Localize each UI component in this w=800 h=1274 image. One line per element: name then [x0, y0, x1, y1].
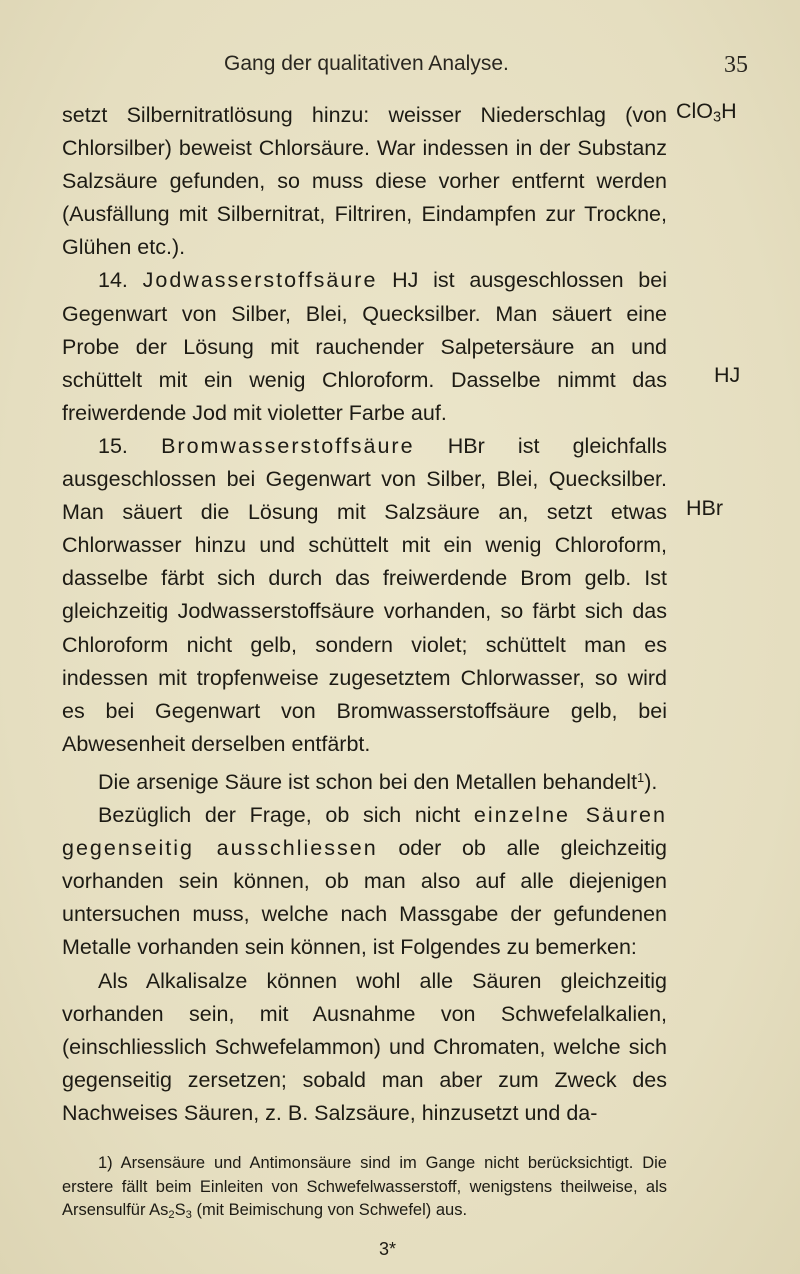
page-number: 35	[724, 52, 748, 78]
paragraph-text: oder ob alle gleichzeitig vorhanden sein können, ob man also auf alle diejenigen untersuchen muss, welche nach Massgabe der gefundenen Metalle vorhanden sein können, ist Folgendes zu bemerken:	[62, 836, 668, 960]
formula-subscript: 3	[185, 1208, 192, 1221]
spaced-term: Jodwasserstoffsäure	[142, 268, 378, 293]
paragraph-alkali-salts	[62, 965, 667, 1130]
section-number: 15.	[98, 433, 128, 458]
signature-mark: 3*	[379, 1239, 397, 1259]
paragraph-text: Die arsenige Säure ist schon bei den Metallen behandelt	[98, 769, 638, 794]
main-text	[62, 99, 667, 1130]
margin-formula-tail: H	[721, 99, 737, 123]
paragraph-text: HJ ist ausgeschlossen bei Gegenwart von Silber, Blei, Quecksilber. Man säuert eine Probe der Lösung mit rauchender Salpetersäure an und schüttelt mit ein wenig Chloroform. Dasselbe nimmt das freiwerdende Jod mit violetter Farbe auf.	[62, 268, 667, 425]
spaced-term: einzelne Säuren gegenseitig ausschliessen	[62, 803, 667, 861]
footnote-text: Arsensäure und Antimonsäure sind im Gange nicht berücksichtigt. Die erstere fällt beim Einleiten von Schwefelwasserstoff, wenigstens theilweise, als Arsensulfür As	[62, 1154, 667, 1219]
footnote-text: (mit Beimischung von Schwefel) aus.	[196, 1201, 468, 1219]
paragraph-text-end: ).	[644, 769, 658, 794]
running-title: Gang der qualitativen Analyse.	[224, 52, 509, 75]
margin-formula-hydrobromic: HBr	[686, 496, 724, 520]
footnote-block	[62, 1152, 667, 1227]
section-number: 14.	[98, 268, 128, 293]
paragraph-text: Bezüglich der Frage, ob sich nicht	[98, 803, 461, 828]
paragraph-hydroiodic-acid	[62, 264, 667, 429]
paragraph-text: setzt Silbernitratlösung hinzu: weisser Niederschlag (von Chlorsilber) beweist Chlorsäure. War indessen in der Substanz Salzsäure gefunden, so muss diese vorher entfernt werden (Ausfällung mit Silbernitrat, Filtriren, Eindampfen zur Trockne, Glühen etc.).	[62, 103, 667, 260]
margin-formula-chloric-acid	[676, 99, 737, 126]
paragraph-text: HBr ist gleichfalls ausgeschlossen bei Gegenwart von Silber, Blei, Quecksilber. Man säuert die Lösung mit Salzsäure an, setzt etwas Chlorwasser hinzu und schüttelt mit ein wenig Chloroform, dasselbe färbt sich durch das freiwerdende Brom gelb. Ist gleichzeitig Jodwasserstoffsäure vorhanden, so färbt sich das Chloroform nicht gelb, sondern violet; schüttelt man es indessen mit tropfenweise zugesetztem Chlorwasser, so wird es bei Gegenwart von Bromwasserstoffsäure gelb, bei Abwesenheit derselben entfärbt.	[62, 433, 667, 756]
footnote-text: S	[174, 1201, 186, 1219]
paragraph-hydrobromic-acid	[62, 430, 667, 761]
spaced-term: Bromwasserstoffsäure	[161, 433, 415, 458]
footnote	[62, 1152, 667, 1227]
footnote-marker: 1)	[98, 1154, 113, 1172]
footnote-reference: 1	[637, 769, 645, 785]
paragraph-mutual-exclusion	[62, 799, 667, 964]
paragraph-text: Als Alkalisalze können wohl alle Säuren gleichzeitig vorhanden sein, mit Ausnahme von Schwefelalkalien, (einschliesslich Schwefelammon) und Chromaten, welche sich gegenseitig zersetzen; sobald man aber zum Zweck des Nachweises Säuren, z. B. Salzsäure, hinzusetzt und da-	[62, 968, 667, 1125]
paragraph-arsenious-acid	[62, 761, 667, 799]
running-header	[62, 52, 748, 88]
formula-subscript: 2	[168, 1208, 175, 1221]
margin-formula-sub: 3	[713, 109, 722, 126]
paragraph-chloric-acid	[62, 99, 667, 264]
margin-formula-hydroiodic: HJ	[714, 363, 741, 387]
margin-formula-main: ClO	[676, 99, 714, 123]
